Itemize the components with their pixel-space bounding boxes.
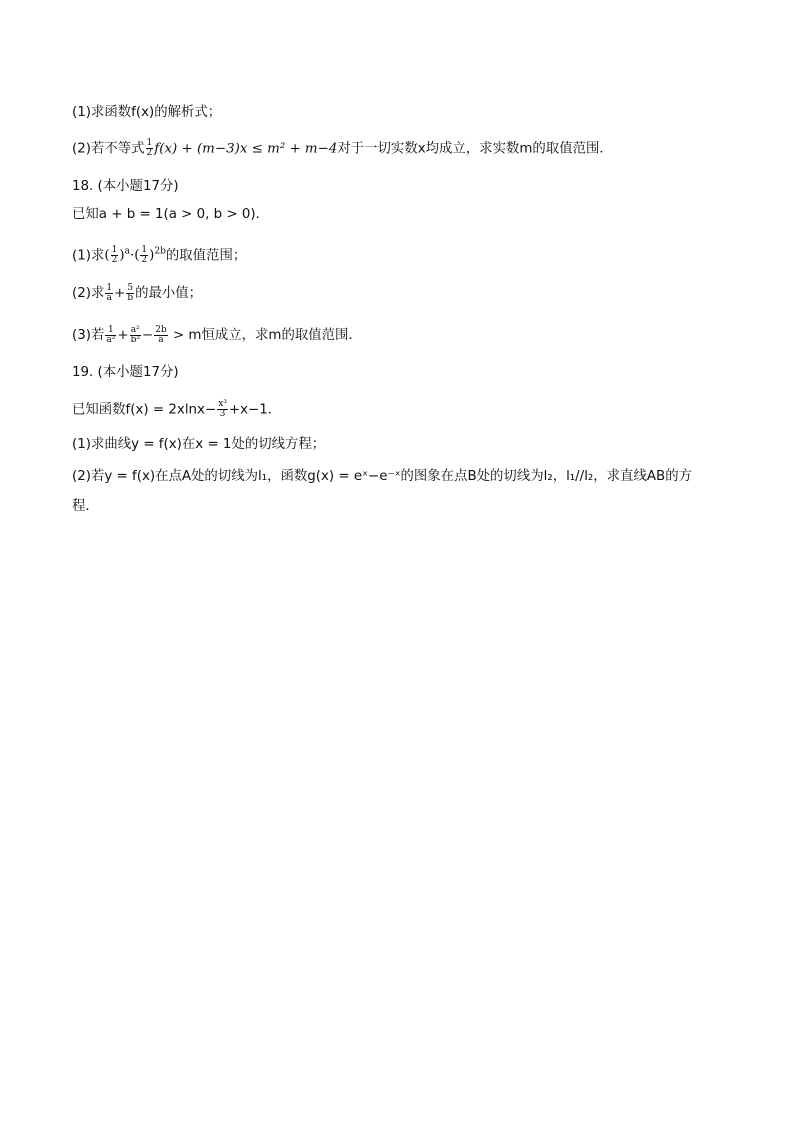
q18-part3-text: m恒成立，求m的取值范围． (188, 328, 362, 343)
q19-part2 (72, 467, 692, 487)
q17-part2-post: 对于一切实数x均成立，求实数m的取值范围． (337, 141, 613, 157)
q19-given (72, 400, 281, 421)
fraction-x-cubed-over-3: $\frac{\text{x³}}{3}$ (218, 399, 227, 419)
q19-part1-text: 求曲线y = f(x)在x = 1处的切线方程； (90, 437, 326, 452)
q18-part2-text: 的最小值； (135, 286, 203, 301)
q17-part1-label: (1) (72, 105, 91, 120)
q19-part1-label: (1) (72, 437, 91, 452)
q18-part2-label: (2) (72, 286, 91, 301)
q19-part2-text: 若y = f(x)在点A处的切线为l₁，函数g(x) = eˣ−e⁻ˣ的图象在点B处的切线为l₂，l₁//l₂，求直线AB的方 (90, 469, 692, 484)
q18-part3-verb: 若 (90, 328, 105, 343)
q18-part3-expr: $\frac{1}{\text{a²}}$ + $\frac{\text{a²}}{\text{b²}}$ − $\frac{2b}{a}$ > (106, 325, 189, 345)
q18-part1-expr: ( $\frac{1}{2}$ )$^a$·( $\frac{1}{2}$ )$^{2b}$ (104, 245, 166, 266)
q19-header: 19. (本小题17分) (72, 365, 179, 380)
q18-part2 (72, 284, 202, 304)
q18-part2-expr: $\frac{1}{a}$ + $\frac{5}{b}$ (106, 283, 134, 303)
q18-part3-label: (3) (72, 328, 91, 343)
q19-part1 (72, 435, 325, 455)
q18-header: 18. (本小题17分) (72, 179, 179, 194)
q18-part1-text: 的取值范围； (165, 248, 247, 264)
fraction-one-half: $\frac{1}{2}$ (146, 138, 153, 158)
q18-part1-label: (1) (72, 248, 91, 264)
q17-part2-pre: 若不等式 (90, 141, 145, 157)
q17-part2 (72, 139, 613, 160)
q18-part2-verb: 求 (90, 286, 105, 301)
q17-part2-label: (2) (72, 141, 91, 157)
q17-part2-inequality: f(x) + (m−3)x ≤ m² + m−4 (154, 141, 338, 157)
q18-given: 已知a + b = 1(a > 0, b > 0)． (72, 207, 270, 222)
q17-part1 (72, 103, 221, 123)
q17-part1-text: 求函数f(x)的解析式； (90, 105, 222, 120)
q18-part1 (72, 242, 246, 266)
q19-part2-cont: 程． (72, 499, 99, 514)
q18-part3 (72, 326, 362, 346)
q19-given-pre: 已知函数f(x) = 2xlnx− (72, 402, 217, 418)
q18-part1-verb: 求 (90, 248, 105, 264)
q19-given-post: +x−1． (228, 402, 282, 418)
q19-part2-label: (2) (72, 469, 91, 484)
